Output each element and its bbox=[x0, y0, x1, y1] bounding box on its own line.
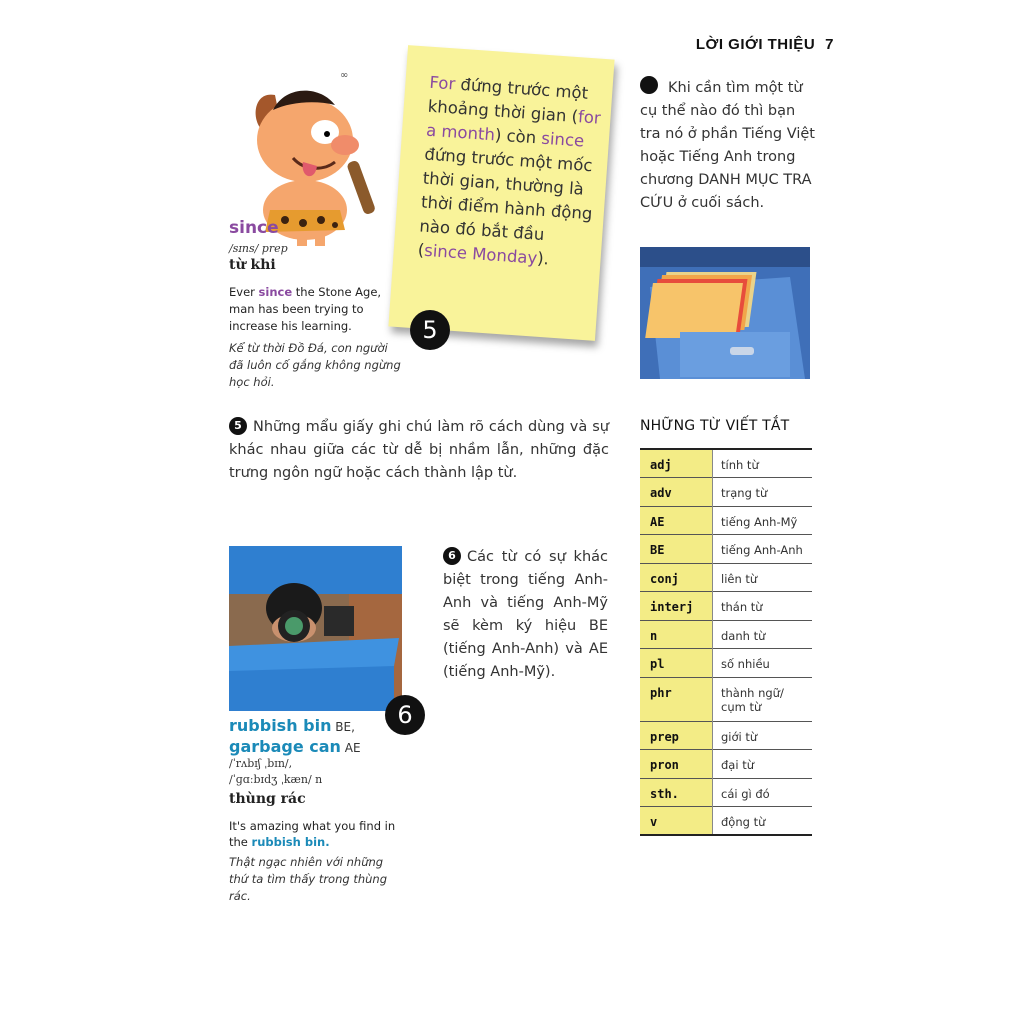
abbr-key: sth. bbox=[640, 778, 713, 807]
note-text: ) còn bbox=[494, 125, 543, 148]
abbr-key: interj bbox=[640, 592, 713, 621]
abbreviations-title: NHỮNG TỪ VIẾT TẮT bbox=[640, 418, 790, 434]
svg-text:∞: ∞ bbox=[340, 70, 349, 81]
table-row bbox=[640, 620, 812, 649]
bullet-icon bbox=[640, 76, 658, 94]
paragraph-5 bbox=[229, 416, 609, 485]
abbr-key: prep bbox=[640, 721, 713, 750]
table-row bbox=[640, 750, 812, 779]
abbr-key: conj bbox=[640, 563, 713, 592]
example-translation-since: Kể từ thời Đồ Đá, con người đã luôn cố gắng không ngừng học hỏi. bbox=[229, 341, 401, 389]
filing-cabinet-photo bbox=[640, 247, 810, 379]
page-header bbox=[696, 36, 834, 53]
abbreviations-table bbox=[640, 448, 812, 836]
note-text: ). bbox=[536, 248, 550, 269]
badge-5: 5 bbox=[410, 310, 450, 350]
table-row bbox=[640, 778, 812, 807]
number-6-icon: 6 bbox=[443, 547, 461, 565]
abbr-meaning: cái gì đó bbox=[721, 786, 770, 801]
abbr-key: pl bbox=[640, 649, 713, 678]
example-since bbox=[229, 284, 399, 335]
abbr-key: pron bbox=[640, 750, 713, 779]
abbr-meaning: tiếng Anh-Anh bbox=[721, 543, 803, 557]
tag-be: BE, bbox=[331, 720, 355, 734]
headword-rubbish-bin bbox=[229, 716, 361, 758]
note-keyword: For bbox=[428, 72, 456, 94]
note-text: đứng trước một khoảng thời gian ( bbox=[427, 74, 589, 127]
page-number: 7 bbox=[825, 36, 834, 53]
abbr-meaning: đại từ bbox=[721, 758, 754, 772]
paragraph-5-body: Những mẩu giấy ghi chú làm rõ cách dùng và sự khác nhau giữa các từ dễ bị nhầm lẫn, những đặc trưng ngôn ngữ hoặc cách thành lập từ. bbox=[229, 419, 609, 481]
translation-bin: thùng rác bbox=[229, 791, 306, 807]
abbr-meaning: thành ngữ/ cụm từ bbox=[721, 685, 784, 714]
abbr-key: AE bbox=[640, 506, 713, 535]
note-keyword: since Monday bbox=[423, 240, 538, 268]
pronunciation-since: /sɪns/ prep bbox=[229, 242, 288, 255]
table-row bbox=[640, 592, 812, 621]
abbr-meaning: tính từ bbox=[721, 458, 759, 472]
pronunciation-bin bbox=[229, 756, 322, 788]
note-keyword: for a month bbox=[425, 107, 602, 145]
abbr-meaning: tiếng Anh-Mỹ bbox=[721, 514, 798, 529]
headword-be: rubbish bin bbox=[229, 716, 332, 735]
translation-since: từ khi bbox=[229, 257, 276, 273]
note-text: đứng trước một mốc thời gian, thường là thời điểm hành động nào đó bắt đầu ( bbox=[417, 144, 594, 260]
example-translation-bin: Thật ngạc nhiên với những thứ ta tìm thấy trong thùng rác. bbox=[229, 855, 388, 903]
table-row bbox=[640, 506, 812, 535]
table-row bbox=[640, 449, 812, 478]
badge-6: 6 bbox=[385, 695, 425, 735]
table-row bbox=[640, 563, 812, 592]
abbr-key: adv bbox=[640, 478, 713, 507]
table-row bbox=[640, 807, 812, 836]
abbr-meaning: số nhiều bbox=[721, 657, 770, 671]
abbr-meaning: động từ bbox=[721, 815, 766, 829]
pronunciation-be: /ˈrʌbɪʃ ˌbɪn/, bbox=[229, 757, 293, 770]
search-hint-text bbox=[640, 76, 815, 215]
table-row bbox=[640, 535, 812, 564]
abbr-meaning: giới từ bbox=[721, 729, 758, 744]
sticky-note-text bbox=[417, 71, 605, 275]
rubbish-bin-photo bbox=[229, 546, 402, 711]
paragraph-6-body: Các từ có sự khác biệt trong tiếng Anh-Anh và tiếng Anh-Mỹ sẽ kèm ký hiệu BE (tiếng Anh-Anh) và AE (tiếng Anh-Mỹ). bbox=[443, 549, 608, 680]
abbr-meaning: danh từ bbox=[721, 628, 766, 643]
example-text: the Stone Age, man has been trying to increase his learning. bbox=[229, 285, 382, 333]
paragraph-6 bbox=[443, 546, 608, 684]
pronunciation-ae: /ˈɡɑːbɪdʒ ˌkæn/ n bbox=[229, 773, 323, 786]
example-text: Ever bbox=[229, 285, 259, 299]
table-row bbox=[640, 649, 812, 678]
example-text: It's amazing what you find in the bbox=[229, 819, 396, 849]
headword-since: since bbox=[229, 218, 279, 238]
table-row bbox=[640, 721, 812, 750]
section-title: LỜI GIỚI THIỆU bbox=[695, 36, 816, 53]
abbr-key: v bbox=[640, 807, 713, 836]
note-keyword: since bbox=[540, 128, 585, 151]
abbr-meaning: liên từ bbox=[721, 571, 758, 586]
sticky-note bbox=[388, 45, 614, 341]
example-highlight: rubbish bin. bbox=[251, 835, 330, 849]
example-highlight: since bbox=[258, 285, 293, 299]
number-5-icon: 5 bbox=[229, 417, 247, 435]
table-row bbox=[640, 677, 812, 721]
abbr-meaning: thán từ bbox=[721, 600, 763, 614]
headword-ae: garbage can bbox=[229, 737, 341, 756]
tag-ae: AE bbox=[340, 741, 361, 755]
abbr-key: n bbox=[640, 620, 713, 649]
example-bin bbox=[229, 818, 404, 850]
search-hint-body: Khi cần tìm một từ cụ thể nào đó thì bạn tra nó ở phần Tiếng Việt hoặc Tiếng Anh trong chương DANH MỤC TRA CỨU ở cuối sách. bbox=[640, 80, 815, 211]
table-row bbox=[640, 478, 812, 507]
abbr-meaning: trạng từ bbox=[721, 486, 768, 500]
abbr-key: phr bbox=[640, 677, 713, 721]
abbr-key: adj bbox=[640, 449, 713, 478]
abbr-key: BE bbox=[640, 535, 713, 564]
